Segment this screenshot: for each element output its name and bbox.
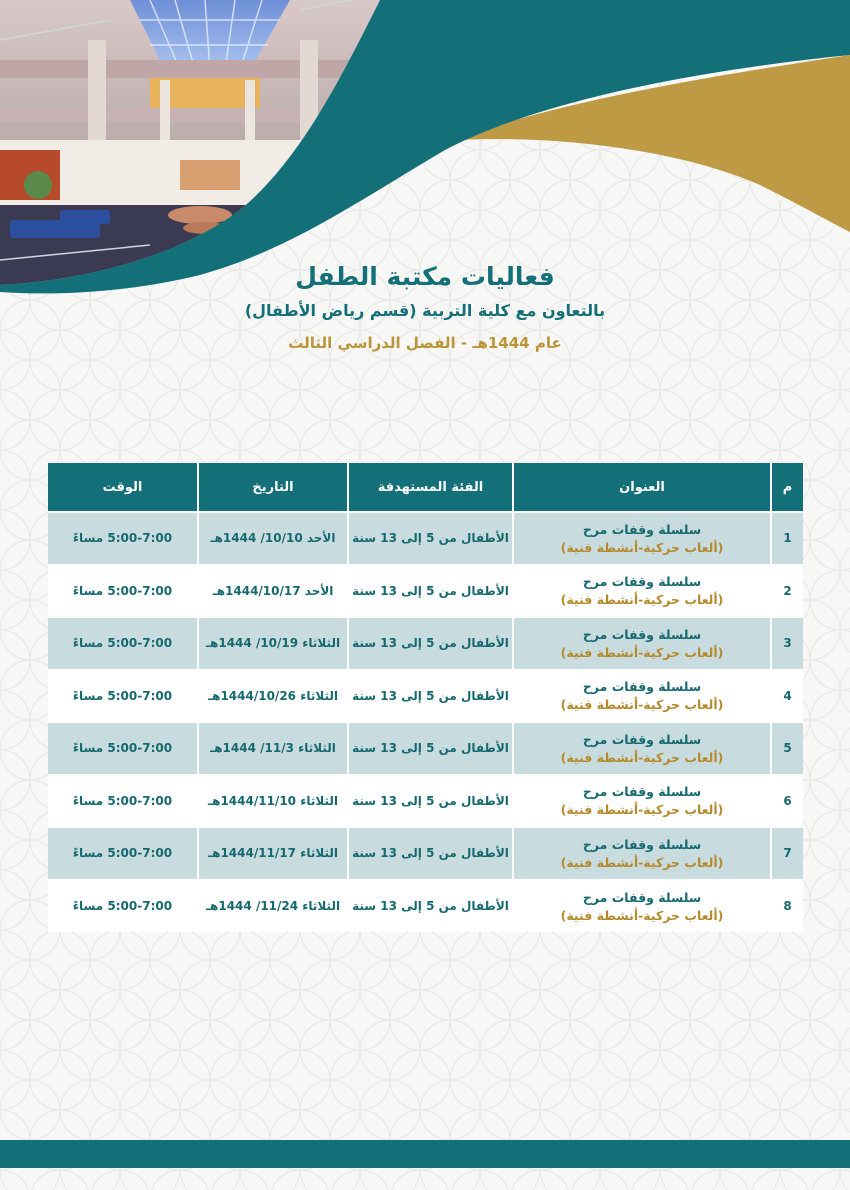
audience-cell: الأطفال من 5 إلى 13 سنة bbox=[348, 722, 513, 775]
column-header-audience: الفئة المستهدفة bbox=[348, 463, 513, 512]
footer-bar bbox=[0, 1140, 850, 1168]
event-activity: (ألعاب حركية-أنشطة فنية) bbox=[560, 539, 724, 555]
row-number: 3 bbox=[771, 617, 803, 670]
row-number: 7 bbox=[771, 827, 803, 880]
event-activity: (ألعاب حركية-أنشطة فنية) bbox=[560, 697, 724, 713]
audience-cell: الأطفال من 5 إلى 13 سنة bbox=[348, 775, 513, 828]
table-row bbox=[48, 880, 803, 933]
event-activity: (ألعاب حركية-أنشطة فنية) bbox=[560, 592, 724, 608]
table-row bbox=[48, 565, 803, 618]
audience-cell: الأطفال من 5 إلى 13 سنة bbox=[348, 670, 513, 723]
event-title: سلسلة وقفات مرح bbox=[582, 889, 702, 905]
event-title-cell bbox=[513, 565, 771, 618]
date-cell: الثلاثاء 11/3/ 1444هـ bbox=[198, 722, 348, 775]
time-cell: 5:00-7:00 مساءً bbox=[48, 775, 198, 828]
row-number: 2 bbox=[771, 565, 803, 618]
event-title-cell bbox=[513, 722, 771, 775]
row-number: 8 bbox=[771, 880, 803, 933]
page-subtitle: بالتعاون مع كلية التربية (قسم رياض الأطفال) bbox=[244, 301, 606, 320]
event-title-cell bbox=[513, 827, 771, 880]
time-cell: 5:00-7:00 مساءً bbox=[48, 670, 198, 723]
event-title: سلسلة وقفات مرح bbox=[582, 679, 702, 695]
row-number: 6 bbox=[771, 775, 803, 828]
audience-cell: الأطفال من 5 إلى 13 سنة bbox=[348, 827, 513, 880]
date-cell: الثلاثاء 10/19/ 1444هـ bbox=[198, 617, 348, 670]
column-header-title: العنوان bbox=[513, 463, 771, 512]
event-activity: (ألعاب حركية-أنشطة فنية) bbox=[560, 802, 724, 818]
event-activity: (ألعاب حركية-أنشطة فنية) bbox=[560, 907, 724, 923]
table-row bbox=[48, 722, 803, 775]
column-header-time: الوقت bbox=[48, 463, 198, 512]
time-cell: 5:00-7:00 مساءً bbox=[48, 827, 198, 880]
event-title: سلسلة وقفات مرح bbox=[582, 731, 702, 747]
date-cell: الثلاثاء 11/24/ 1444هـ bbox=[198, 880, 348, 933]
event-title-cell bbox=[513, 617, 771, 670]
table-row bbox=[48, 617, 803, 670]
table-row bbox=[48, 775, 803, 828]
time-cell: 5:00-7:00 مساءً bbox=[48, 617, 198, 670]
event-activity: (ألعاب حركية-أنشطة فنية) bbox=[560, 749, 724, 765]
academic-term: عام 1444هـ - الفصل الدراسي الثالث bbox=[288, 334, 562, 352]
event-title-cell bbox=[513, 512, 771, 565]
event-title: سلسلة وقفات مرح bbox=[582, 626, 702, 642]
event-title: سلسلة وقفات مرح bbox=[582, 574, 702, 590]
date-cell: الأحد 10/10/ 1444هـ bbox=[198, 512, 348, 565]
event-title: سلسلة وقفات مرح bbox=[582, 836, 702, 852]
event-title-cell bbox=[513, 880, 771, 933]
row-number: 4 bbox=[771, 670, 803, 723]
event-title: سلسلة وقفات مرح bbox=[582, 784, 702, 800]
date-cell: الثلاثاء 1444/11/17هـ bbox=[198, 827, 348, 880]
audience-cell: الأطفال من 5 إلى 13 سنة bbox=[348, 565, 513, 618]
events-table bbox=[48, 463, 803, 932]
time-cell: 5:00-7:00 مساءً bbox=[48, 512, 198, 565]
event-activity: (ألعاب حركية-أنشطة فنية) bbox=[560, 644, 724, 660]
table-header-row bbox=[48, 463, 803, 512]
table-row bbox=[48, 512, 803, 565]
table-row bbox=[48, 827, 803, 880]
event-title: سلسلة وقفات مرح bbox=[582, 521, 702, 537]
row-number: 1 bbox=[771, 512, 803, 565]
time-cell: 5:00-7:00 مساءً bbox=[48, 722, 198, 775]
time-cell: 5:00-7:00 مساءً bbox=[48, 880, 198, 933]
date-cell: الثلاثاء 1444/11/10هـ bbox=[198, 775, 348, 828]
row-number: 5 bbox=[771, 722, 803, 775]
date-cell: الثلاثاء 1444/10/26هـ bbox=[198, 670, 348, 723]
column-header-number: م bbox=[771, 463, 803, 512]
column-header-date: التاريخ bbox=[198, 463, 348, 512]
event-title-cell bbox=[513, 670, 771, 723]
event-title-cell bbox=[513, 775, 771, 828]
event-activity: (ألعاب حركية-أنشطة فنية) bbox=[560, 854, 724, 870]
audience-cell: الأطفال من 5 إلى 13 سنة bbox=[348, 512, 513, 565]
table-row bbox=[48, 670, 803, 723]
page-title: فعاليات مكتبة الطفل bbox=[295, 262, 555, 291]
header-artwork bbox=[0, 0, 850, 300]
audience-cell: الأطفال من 5 إلى 13 سنة bbox=[348, 880, 513, 933]
time-cell: 5:00-7:00 مساءً bbox=[48, 565, 198, 618]
audience-cell: الأطفال من 5 إلى 13 سنة bbox=[348, 617, 513, 670]
date-cell: الأحد 1444/10/17هـ bbox=[198, 565, 348, 618]
